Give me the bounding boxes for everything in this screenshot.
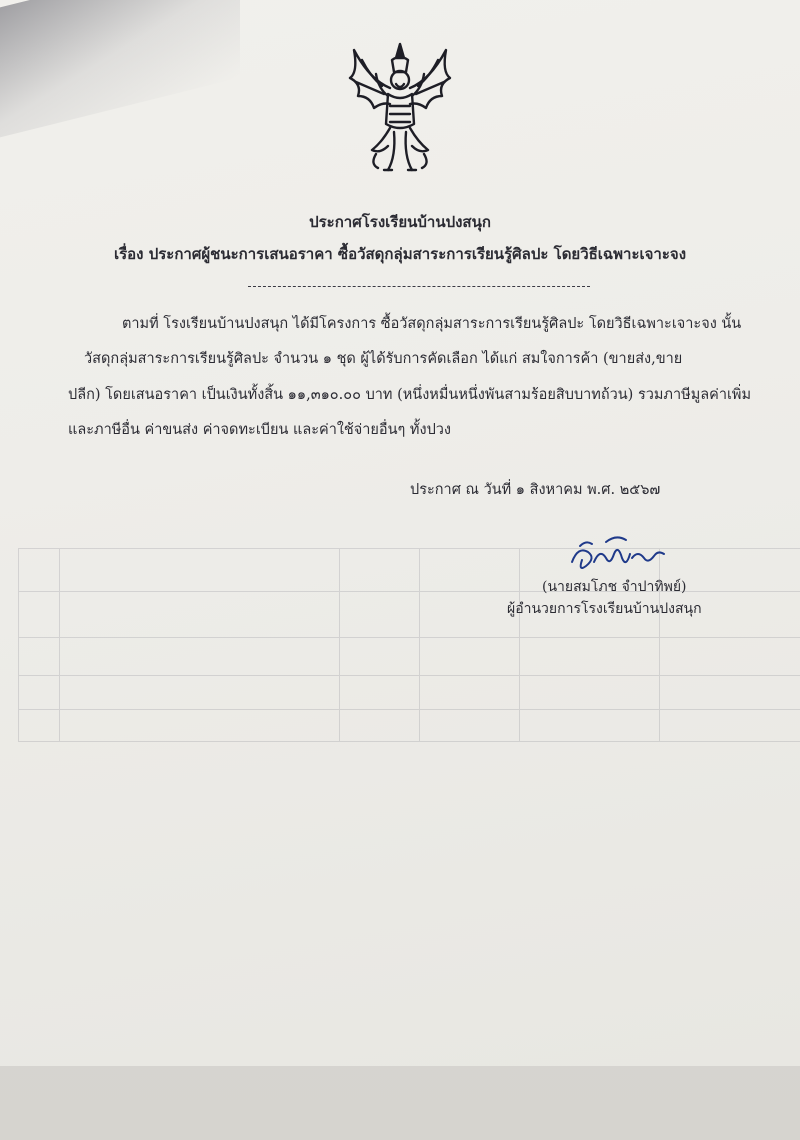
signer-position: ผู้อำนวยการโรงเรียนบ้านปงสนุก <box>507 601 702 617</box>
announcement-title: ประกาศโรงเรียนบ้านปงสนุก <box>309 213 491 231</box>
body-line-3: ปลีก) โดยเสนอราคา เป็นเงินทั้งสิ้น ๑๑,๓๑๐.๐๐ บาท (หนึ่งหมื่นหนึ่งพันสามร้อยสิบบาทถ้วน) รวมภาษีมูลค่าเพิ่ม <box>68 387 752 403</box>
signature-icon <box>566 532 676 582</box>
announcement-date: ประกาศ ณ วันที่ ๑ สิงหาคม พ.ศ. ๒๕๖๗ <box>410 482 661 498</box>
garuda-emblem-icon <box>340 38 460 178</box>
signer-name: (นายสมโภช จำปาทิพย์) <box>542 579 687 595</box>
folded-corner-shadow <box>0 0 240 142</box>
body-line-1: ตามที่ โรงเรียนบ้านปงสนุก ได้มีโครงการ ซื้อวัสดุกลุ่มสาระการเรียนรู้ศิลปะ โดยวิธีเฉพาะเจาะจง นั้น <box>122 316 742 332</box>
dashed-divider <box>248 286 590 287</box>
body-line-2: วัสดุกลุ่มสาระการเรียนรู้ศิลปะ จำนวน ๑ ชุด ผู้ได้รับการคัดเลือก ได้แก่ สมใจการค้า (ขายส่ง,ขาย <box>84 351 683 367</box>
announcement-subject: เรื่อง ประกาศผู้ชนะการเสนอราคา ซื้อวัสดุกลุ่มสาระการเรียนรู้ศิลปะ โดยวิธีเฉพาะเจาะจง <box>113 245 687 263</box>
body-line-4: และภาษีอื่น ค่าขนส่ง ค่าจดทะเบียน และค่าใช้จ่ายอื่นๆ ทั้งปวง <box>68 422 451 438</box>
